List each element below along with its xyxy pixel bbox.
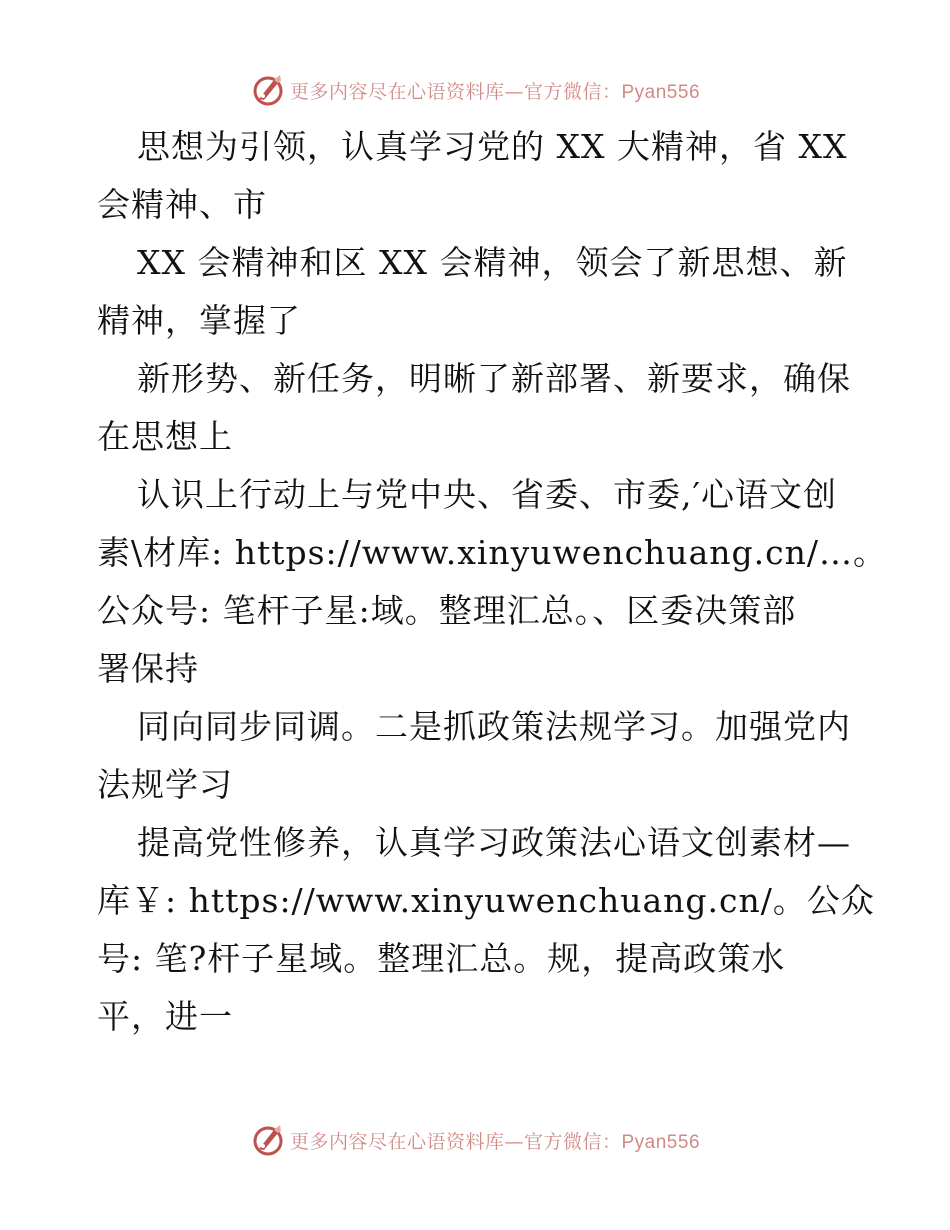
- body-line-2: 会精神、市: [97, 185, 267, 224]
- body-line-6: 在思想上: [97, 417, 233, 456]
- body-line-8: 素\材库: https://www.xinyuwenchuang.cn/…。: [97, 533, 887, 572]
- footer-watermark-brand: Pyan556: [621, 1131, 701, 1153]
- quill-pen-circle-icon: [250, 72, 286, 108]
- body-line-16: 平，进一: [97, 997, 233, 1036]
- quill-pen-circle-icon: [250, 1122, 286, 1158]
- footer-watermark-banner: [0, 1120, 950, 1160]
- document-body: [97, 118, 887, 1046]
- body-line-14: 库￥: https://www.xinyuwenchuang.cn/。公众: [97, 881, 875, 920]
- body-line-7: 认识上行动上与党中央、省委、市委,′心语文创: [137, 475, 837, 514]
- body-line-1: 思想为引领，认真学习党的 XX 大精神，省 XX: [137, 127, 848, 166]
- body-line-9: 公众号: 笔杆子星:域。整理汇总。、区委决策部: [97, 591, 797, 630]
- header-watermark-brand: Pyan556: [621, 81, 701, 103]
- header-watermark-text: 更多内容尽在心语资料库—官方微信：Pyan556: [289, 80, 701, 103]
- body-line-5: 新形势、新任务，明晰了新部署、新要求，确保: [137, 359, 851, 398]
- body-line-11: 同向同步同调。二是抓政策法规学习。加强党内: [137, 707, 851, 746]
- body-line-10: 署保持: [97, 649, 199, 688]
- footer-watermark-text: 更多内容尽在心语资料库—官方微信：Pyan556: [289, 1130, 701, 1153]
- body-line-4: 精神，掌握了: [97, 301, 301, 340]
- body-line-3: XX 会精神和区 XX 会精神，领会了新思想、新: [137, 243, 848, 282]
- body-line-15: 号: 笔?杆子星域。整理汇总。规，提高政策水: [97, 939, 786, 978]
- body-line-12: 法规学习: [97, 765, 233, 804]
- header-watermark-banner: [0, 70, 950, 110]
- body-line-13: 提高党性修养，认真学习政策法心语文创素材—: [137, 823, 851, 862]
